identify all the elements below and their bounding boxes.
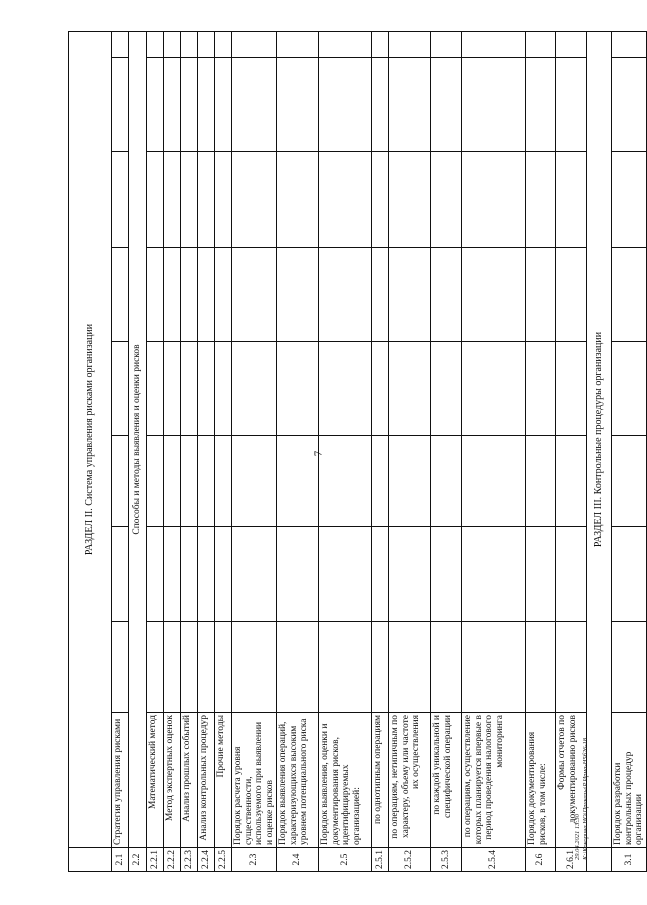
table-row	[147, 31, 164, 871]
row-number: 2.2.5	[215, 848, 232, 872]
row-number: 2.5.1	[372, 848, 389, 872]
row-label: Порядок выявления, оценки и документирования рисков, идентифицируемых организацией:	[319, 713, 372, 848]
table-row	[389, 31, 431, 871]
row-label: Порядок документирования рисков, в том числе:	[526, 713, 556, 848]
row-number: 2.6	[526, 848, 556, 872]
row-label: Формы отчетов по документированию рисков	[556, 713, 587, 848]
row-number: 2.2.1	[147, 848, 164, 872]
row-number: 2.2	[129, 848, 147, 872]
row-number: 3.1	[612, 848, 647, 872]
section-3-title: РАЗДЕЛ III. Контрольные процедуры организации	[587, 31, 612, 847]
row-number: 2.3	[232, 848, 277, 872]
table-row	[319, 31, 372, 871]
table-row	[112, 31, 129, 871]
file-footer	[574, 738, 590, 860]
row-label: Анализ контрольных процедур	[198, 713, 215, 848]
row-number: 2.5.2	[389, 848, 431, 872]
row-number: 2.4	[277, 848, 319, 872]
subsection-title: Способы и методы выявления и оценки рисков	[129, 31, 147, 847]
row-number: 2.2.4	[198, 848, 215, 872]
row-label: Математический метод	[147, 713, 164, 848]
row-number: 2.6.1	[556, 848, 587, 872]
row-label: Порядок выявления операций, характеризующихся высоким уровнем потенциального риска	[277, 713, 319, 848]
regulation-table	[68, 32, 644, 872]
row-number: 2.5	[319, 848, 372, 872]
row-label: по каждой уникальной и специфической операции	[431, 713, 462, 848]
table-row	[462, 31, 526, 871]
table-row	[198, 31, 215, 871]
table-row	[164, 31, 181, 871]
page-number: 7	[312, 450, 325, 457]
row-number: 2.2.2	[164, 848, 181, 872]
row-label: Метод экспертных оценок	[164, 713, 181, 848]
footer-file-path: K:\Кокорина НО\Приказы\Р.Ирма-Н5б26-18	[582, 737, 589, 860]
row-label: по операциям, осуществление которых планируется впервые в период проведения налогового мониторинга	[462, 713, 526, 848]
row-number: 2.5.4	[462, 848, 526, 872]
row-label: Анализ прошлых событий	[181, 713, 198, 848]
table-row	[232, 31, 277, 871]
table-row	[526, 31, 556, 871]
section-2-title: РАЗДЕЛ II. Система управления рисками организации	[69, 31, 112, 847]
row-label: Стратегия управления рисками	[112, 713, 129, 848]
table-row	[129, 31, 147, 871]
row-label: Порядок расчета уровня существенности, используемого при выявлении и оценке рисков	[232, 713, 277, 848]
table-row	[181, 31, 198, 871]
section-2-row	[69, 31, 112, 871]
row-label: Порядок разработки контрольных процедур организации	[612, 713, 647, 848]
row-number: 2.1	[112, 848, 129, 872]
row-number: 2.2.3	[181, 848, 198, 872]
table-row	[612, 31, 647, 871]
table-row	[277, 31, 319, 871]
section-3-row	[587, 31, 612, 871]
row-number: 2.5.3	[431, 848, 462, 872]
row-label: по операциям, нетипичным по характеру, объему или частоте их осуществления	[389, 713, 431, 848]
table-row	[215, 31, 232, 871]
footer-timestamp: 29.04.2021 13:30	[574, 813, 581, 860]
table-row	[372, 31, 389, 871]
row-label: по однотипным операциям	[372, 713, 389, 848]
table-row	[431, 31, 462, 871]
row-label: Прочие методы	[215, 713, 232, 848]
